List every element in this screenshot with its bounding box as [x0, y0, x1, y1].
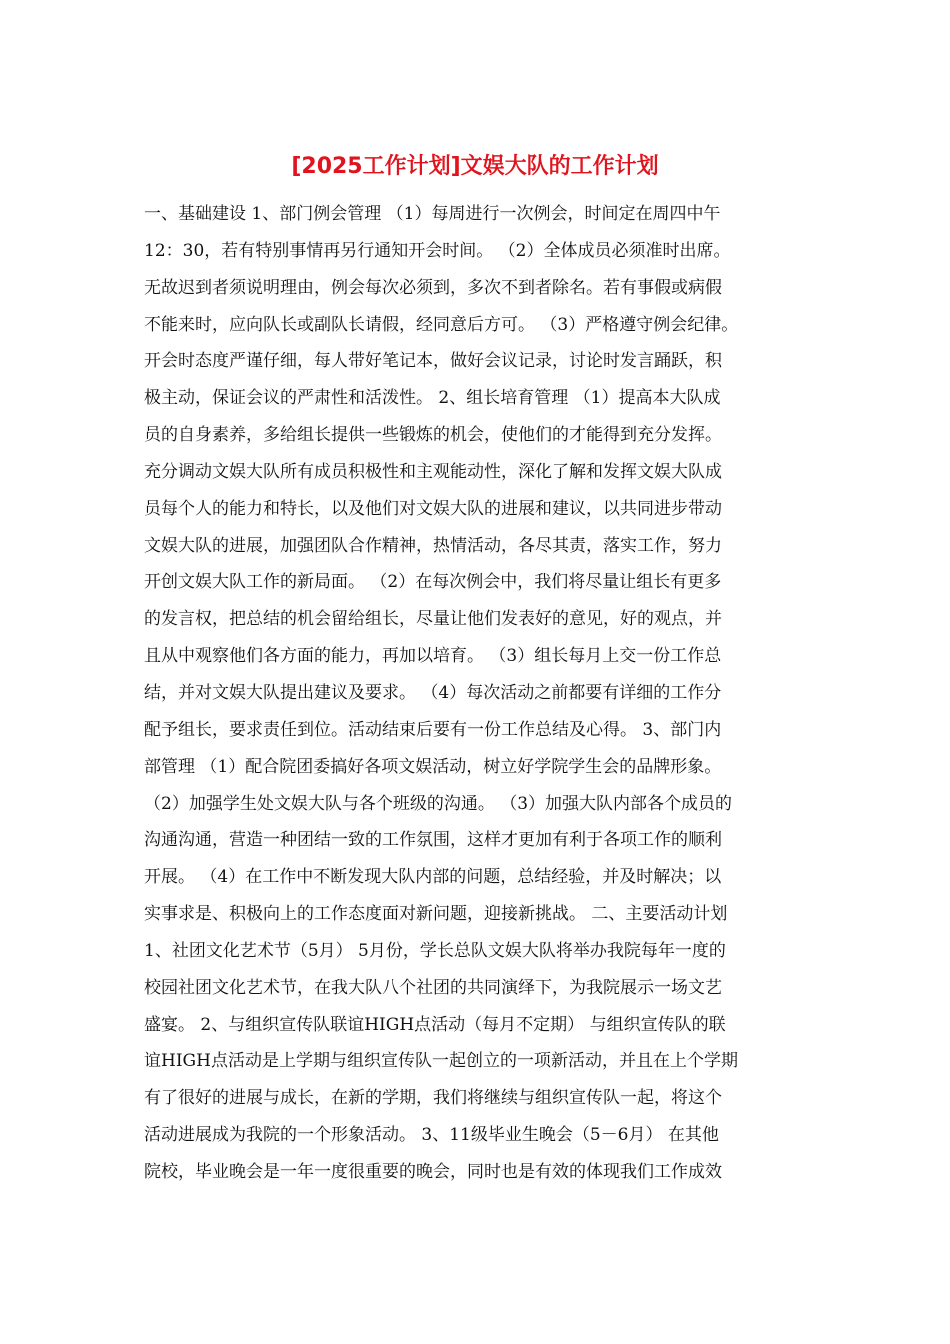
- body-line: 1、社团文化艺术节（5月） 5月份，学长总队文娱大队将举办我院每年一度的: [144, 940, 726, 961]
- body-line: 部管理 （1）配合院团委搞好各项文娱活动，树立好学院学生会的品牌形象。: [144, 756, 722, 777]
- body-line: 配予组长，要求责任到位。活动结束后要有一份工作总结及心得。 3、部门内: [144, 719, 722, 740]
- body-line: 有了很好的进展与成长，在新的学期，我们将继续与组织宣传队一起，将这个: [144, 1088, 722, 1109]
- body-line: 开创文娱大队工作的新局面。 （2）在每次例会中，我们将尽量让组长有更多: [144, 572, 722, 593]
- body-line: 开会时态度严谨仔细，每人带好笔记本，做好会议记录，讨论时发言踊跃，积: [144, 351, 722, 372]
- body-line: 员的自身素养，多给组长提供一些锻炼的机会，使他们的才能得到充分发挥。: [144, 425, 722, 446]
- body-line: 的发言权，把总结的机会留给组长，尽量让他们发表好的意见，好的观点，并: [144, 609, 722, 630]
- body-line: 文娱大队的进展，加强团队合作精神，热情活动，各尽其责，落实工作，努力: [144, 535, 722, 556]
- document-title: [2025工作计划]文娱大队的工作计划: [291, 154, 659, 179]
- body-line: （2）加强学生处文娱大队与各个班级的沟通。 （3）加强大队内部各个成员的: [144, 793, 733, 814]
- body-line: 谊HIGH点活动是上学期与组织宣传队一起创立的一项新活动，并且在上个学期: [144, 1051, 738, 1072]
- body-line: 充分调动文娱大队所有成员积极性和主观能动性，深化了解和发挥文娱大队成: [144, 461, 722, 482]
- body-line: 一、基础建设 1、部门例会管理 （1）每周进行一次例会，时间定在周四中午: [144, 204, 721, 224]
- body-line: 且从中观察他们各方面的能力，再加以培育。 （3）组长每月上交一份工作总: [144, 646, 722, 667]
- body-line: 12：30，若有特别事情再另行通知开会时间。 （2）全体成员必须准时出席。: [144, 240, 731, 261]
- body-line: 院校，毕业晚会是一年一度很重要的晚会，同时也是有效的体现我们工作成效: [144, 1161, 722, 1182]
- body-line: 盛宴。 2、与组织宣传队联谊HIGH点活动（每月不定期） 与组织宣传队的联: [144, 1014, 726, 1035]
- body-line: 沟通沟通，营造一种团结一致的工作氛围，这样才更加有利于各项工作的顺利: [144, 830, 722, 851]
- body-line: 实事求是、积极向上的工作态度面对新问题，迎接新挑战。 二、主要活动计划: [144, 904, 728, 925]
- body-line: 活动进展成为我院的一个形象活动。 3、11级毕业生晚会（5－6月） 在其他: [144, 1125, 719, 1146]
- body-line: 员每个人的能力和特长，以及他们对文娱大队的进展和建议，以共同进步带动: [144, 498, 722, 519]
- body-line: 结，并对文娱大队提出建议及要求。 （4）每次活动之前都要有详细的工作分: [144, 682, 722, 703]
- body-line: 极主动，保证会议的严肃性和活泼性。 2、组长培育管理 （1）提高本大队成: [144, 388, 721, 409]
- body-line: 校园社团文化艺术节，在我大队八个社团的共同演绎下，为我院展示一场文艺: [144, 977, 722, 998]
- body-line: 开展。 （4）在工作中不断发现大队内部的问题，总结经验，并及时解决；以: [144, 867, 722, 888]
- body-line: 无故迟到者须说明理由，例会每次必须到，多次不到者除名。若有事假或病假: [144, 277, 722, 298]
- body-line: 不能来时，应向队长或副队长请假，经同意后方可。 （3）严格遵守例会纪律。: [144, 314, 739, 335]
- document-body: [144, 196, 814, 1191]
